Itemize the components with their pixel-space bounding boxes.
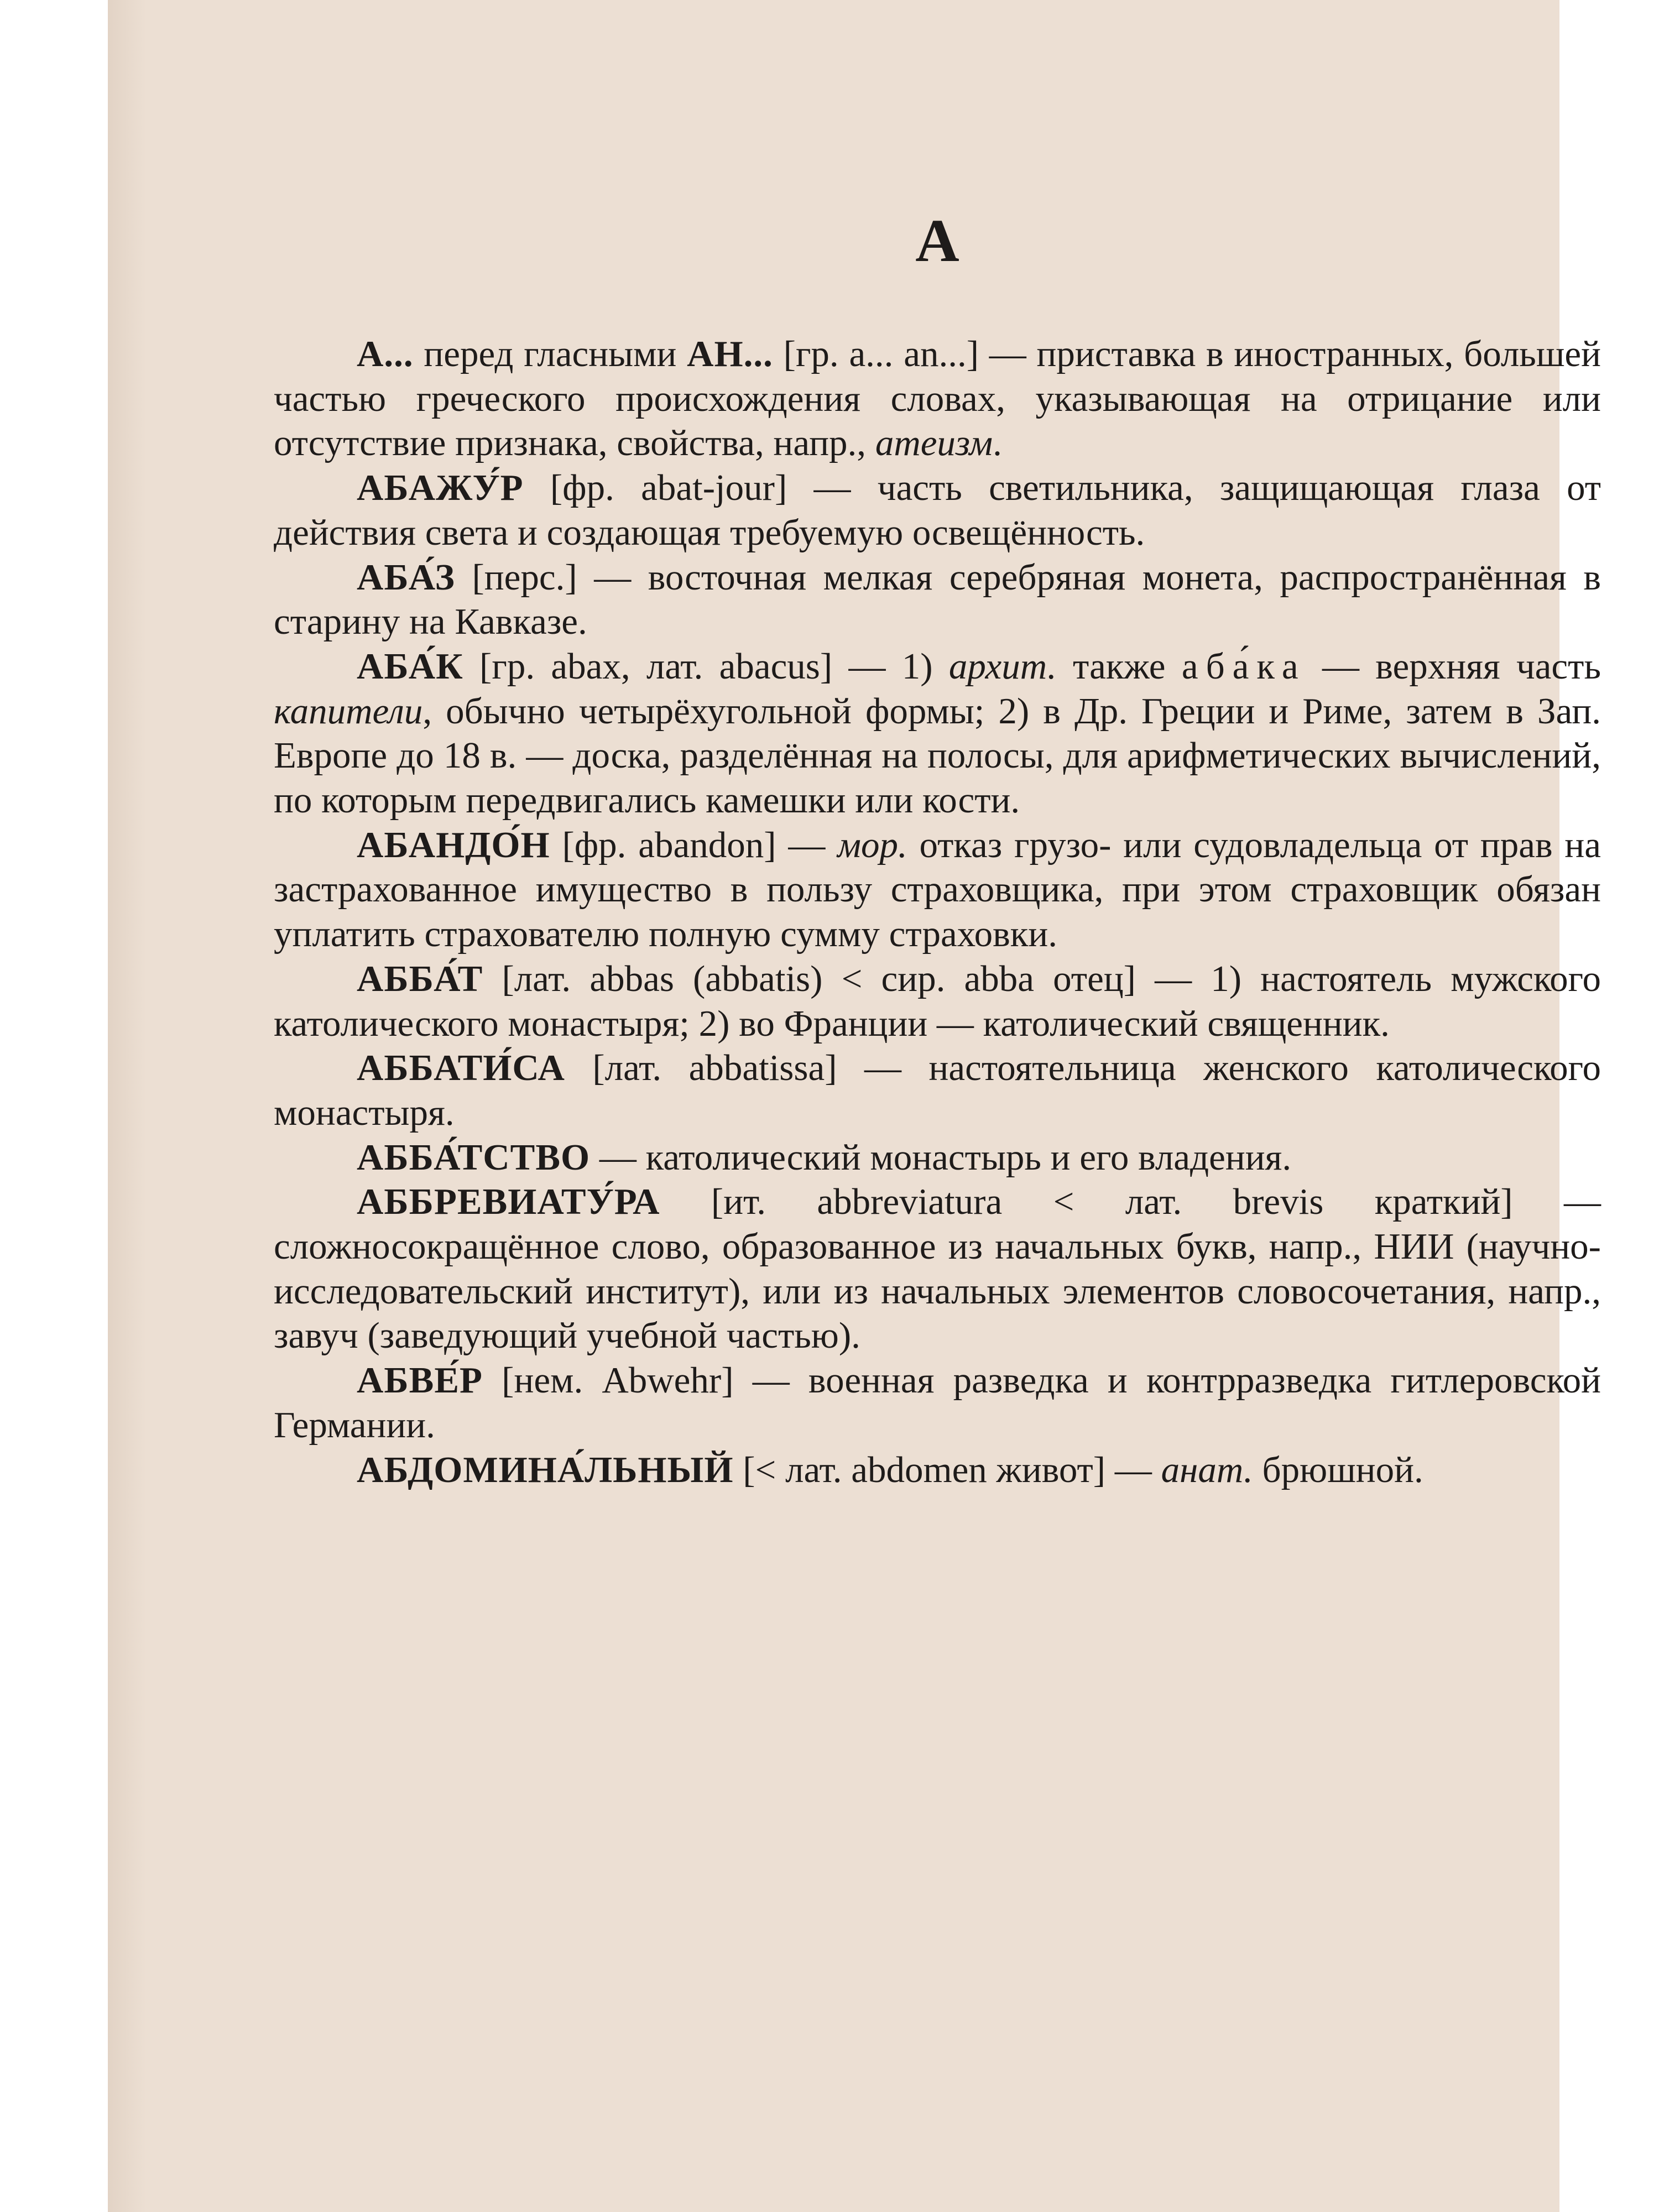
entry-italic: атеизм xyxy=(875,422,993,464)
entry-text: [перс.] — восточная мелкая серебряная монета, распространённая в старину на Кавказе. xyxy=(274,556,1601,643)
entry-headword: АББА́ТСТВО xyxy=(357,1136,591,1178)
entry-headword: АББА́Т xyxy=(357,958,483,999)
entry-headword: А... xyxy=(357,333,414,374)
book-page xyxy=(108,0,1601,2212)
dictionary-entry xyxy=(274,1135,1601,1180)
entry-text: отказ грузо- или судовладельца от прав на застрахованное имущество в пользу страховщика, при этом страховщик обязан уплатить страхователю полную сумму страховки. xyxy=(274,824,1601,955)
entry-headword: АБВЕ́Р xyxy=(357,1360,483,1401)
entry-text: [нем. Abwehr] — военная разведка и контрразведка гитлеровской Германии. xyxy=(274,1360,1601,1446)
dictionary-entry xyxy=(274,1448,1601,1493)
entry-italic: мор. xyxy=(837,824,907,865)
dictionary-entry xyxy=(274,332,1601,466)
dictionary-entry xyxy=(274,644,1601,823)
entry-headword: АББРЕВИАТУ́РА xyxy=(357,1181,660,1223)
dictionary-entry xyxy=(274,555,1601,644)
entry-text: — верхняя часть xyxy=(1306,645,1601,687)
entry-headword: АБАНДО́Н xyxy=(357,824,550,865)
entry-text: [лат. abbas (abbatis) < сир. abba отец] — 1) настоятель мужского католического монастыря; 2) во Франции — католический священник. xyxy=(274,958,1601,1044)
letter-heading: А xyxy=(915,207,959,274)
entry-headword: АБДОМИНА́ЛЬНЫЙ xyxy=(357,1449,734,1490)
entry-text: [< лат. abdomen живот] — xyxy=(733,1449,1161,1490)
dictionary-entry xyxy=(274,466,1601,555)
entry-text: . xyxy=(993,422,1002,464)
dictionary-entries xyxy=(274,332,1601,1492)
entry-text: [фр. abat-jour] — часть светильника, защищающая глаза от действия света и создающая требуемую освещённость. xyxy=(274,467,1601,553)
entry-text: брюшной. xyxy=(1253,1449,1423,1490)
dictionary-entry xyxy=(274,1358,1601,1447)
entry-italic: архит. xyxy=(948,645,1057,687)
entry-text: перед гласными xyxy=(413,333,687,374)
entry-text: , обычно четырёхугольной формы; 2) в Др. Греции и Риме, затем в Зап. Европе до 18 в. — доска, разделённая на полосы, для арифметических вычислений, по которым передвигались камешки или кости. xyxy=(274,690,1601,821)
entry-headword: АБА́З xyxy=(357,556,455,598)
entry-italic: капители xyxy=(274,690,423,732)
entry-text: [гр. abax, лат. abacus] — 1) xyxy=(463,645,949,687)
page-gutter-shadow xyxy=(108,0,147,2212)
entry-text: [гр. a... an...] — приставка в иностранных, большей частью греческого происхождения словах, указывающая на отрицание или отсутствие признака, свойства, напр., xyxy=(274,333,1601,464)
entry-text: также xyxy=(1056,645,1182,687)
entry-headword: АБАЖУ́Р xyxy=(357,467,524,509)
entry-headword: АБА́К xyxy=(357,645,463,687)
entry-spaced: аба́ка xyxy=(1181,645,1306,687)
entry-headword: АББАТИ́СА xyxy=(357,1047,565,1089)
dictionary-entry xyxy=(274,957,1601,1046)
entry-text: [лат. abbatissa] — настоятельница женского католического монастыря. xyxy=(274,1047,1601,1133)
dictionary-entry xyxy=(274,823,1601,957)
entry-italic: анат. xyxy=(1161,1449,1253,1490)
entry-headword: АН... xyxy=(687,333,773,374)
dictionary-entry xyxy=(274,1046,1601,1135)
entry-text: [фр. abandon] — xyxy=(550,824,838,865)
entry-text: [ит. abbreviatura < лат. brevis краткий] — сложносокращённое слово, образованное из начальных букв, напр., НИИ (научно-исследовательский институт), или из начальных элементов словосочетания, напр., завуч (заведующий учебной частью). xyxy=(274,1181,1601,1357)
dictionary-entry xyxy=(274,1180,1601,1358)
entry-text: — католический монастырь и его владения. xyxy=(590,1136,1292,1178)
